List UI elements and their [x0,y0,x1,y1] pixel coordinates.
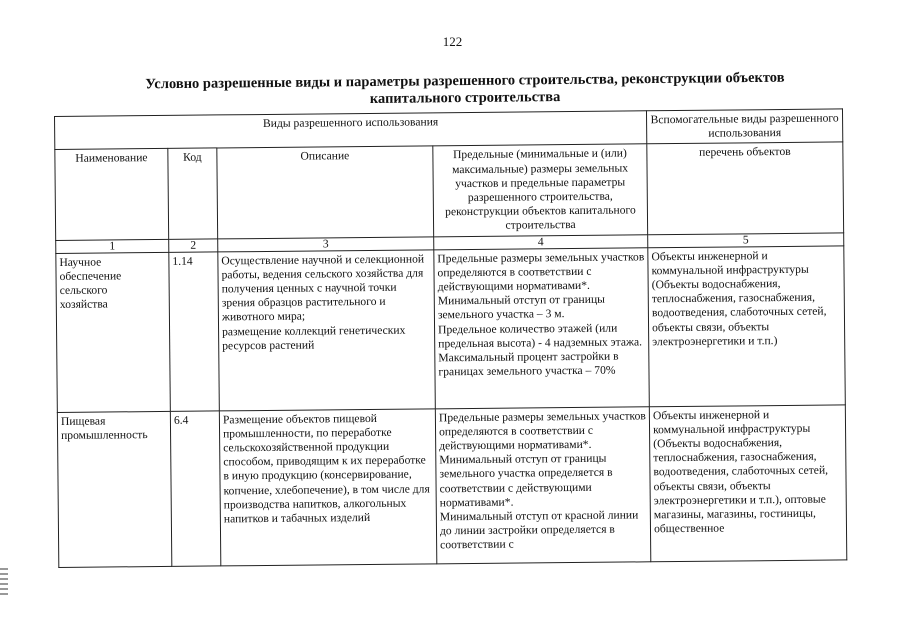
description-column-header: Описание [217,146,434,238]
name-column-header: Наименование [55,149,169,240]
use-description-cell: Размещение объектов пищевой промышленности, по переработке сельскохозяйственной продукции способом, приводящим к их переработке в иную продукцию (консервирование, копчение, хлебопечение), в том числе для производства напитков, алкогольных напитков и табачных изделий [219,408,436,565]
auxiliary-column-header: перечень объектов [647,142,844,234]
parameters-column-header: Предельные (минимальные и (или) максимальные) размеры земельных участков и предельные параметры разрешенного строительства, реконструкции объектов капитального строительства [433,144,648,236]
use-parameters-cell: Предельные размеры земельных участков определяются в соответствии с действующими нормативами*. Минимальный отступ от границы земельного участка определяется в соответствии с действующими нормативами*. Минимальный отступ от красной линии до линии застройки определяется в соответствии с [435,406,651,563]
column-number: 1 [56,239,169,253]
table-row [57,405,846,568]
zoning-table [54,108,847,567]
table-row [56,246,846,413]
code-column-header: Код [168,148,218,239]
auxiliary-uses-header: Вспомогательные виды разрешенного использования [647,109,843,144]
zoning-table-wrapper [54,108,846,567]
column-number: 5 [648,233,844,248]
auxiliary-objects-cell: Объекты инженерной и коммунальной инфраструктуры (Объекты водоснабжения, теплоснабжения, газоснабжения, водоотведения, слаботочных сетей, объекты связи, объекты электроэнергетики и т.п.) [648,246,846,407]
permitted-uses-header: Виды разрешенного использования [55,111,647,150]
use-parameters-cell: Предельные размеры земельных участков определяются в соответствии с действующими нормативами*. Минимальный отступ от границы земельного участка – 3 м. Предельное количество этажей (или предельная высота) - 4 надземных этажа. Максимальный процент застройки в границах земельного участка – 70% [434,247,650,408]
auxiliary-objects-cell: Объекты инженерной и коммунальной инфраструктуры (Объекты водоснабжения, теплоснабжения, газоснабжения, водоотведения, слаботочных сетей, объекты связи, объекты электроэнергетики и т.п.), оптовые магазины, магазины, гостиницы, общественное [649,405,846,562]
use-code-cell: 1.14 [169,252,220,411]
document-title: Условно разрешенные виды и параметры разрешенного строительства, реконструкции объектов капитального строительства [145,69,785,107]
column-number: 2 [169,239,218,252]
scan-edge-marks [0,568,8,612]
page-number: 122 [442,34,463,49]
column-number: 4 [434,234,648,249]
use-description-cell: Осуществление научной и селекционной работы, ведения сельского хозяйства для получения ценных с научной точки зрения образцов растительного и животного мира; размещение коллекций генетических ресурсов растений [218,249,436,410]
column-header-row [55,142,844,240]
use-code-cell: 6.4 [170,411,220,566]
use-name-cell: Научное обеспечение сельского хозяйства [56,252,171,412]
use-name-cell: Пищевая промышленность [57,411,171,567]
column-number: 3 [218,236,434,251]
